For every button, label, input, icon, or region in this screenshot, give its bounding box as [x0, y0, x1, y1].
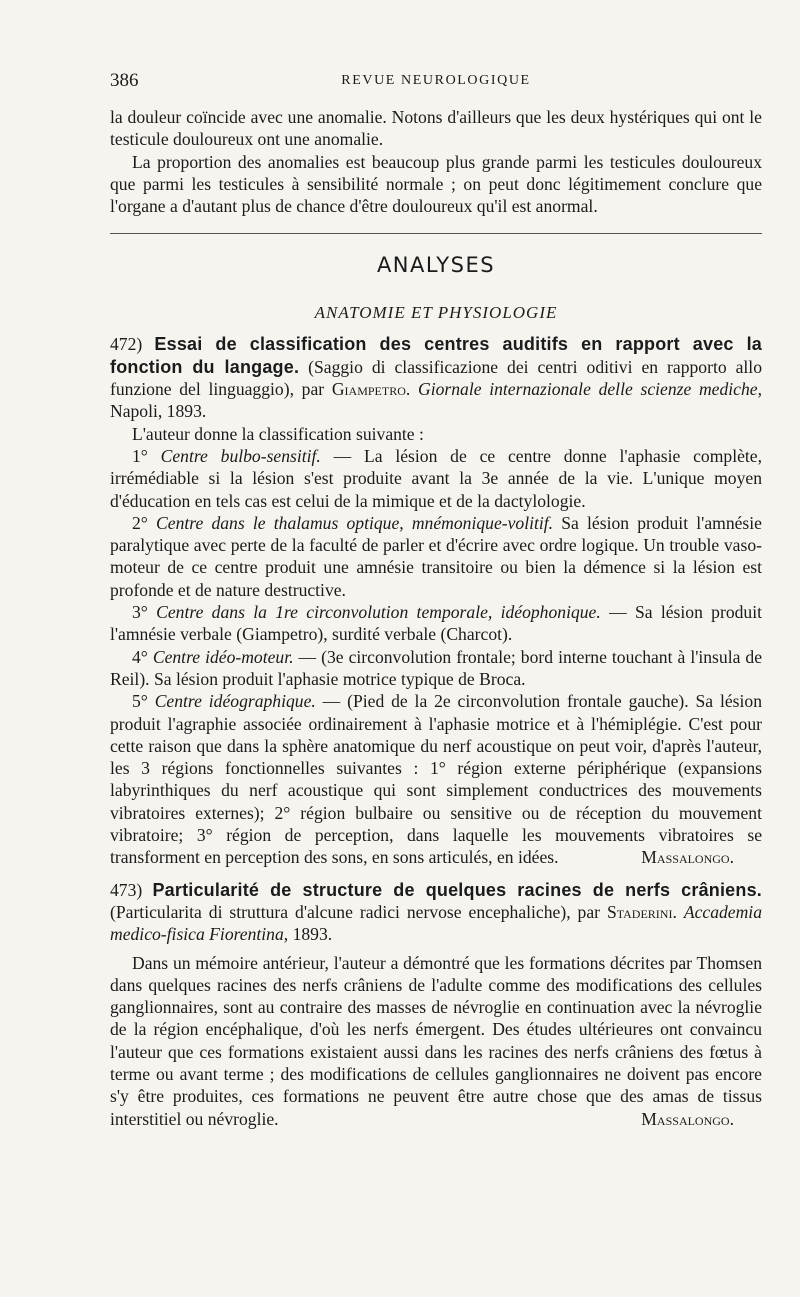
entry-473-number: 473)	[110, 879, 143, 900]
entry-472-ref-mid: .	[405, 379, 418, 400]
entry-472-number: 472)	[110, 334, 143, 355]
entry-472-item-4	[110, 646, 762, 691]
entry-473-text: Dans un mémoire antérieur, l'auteur a démontré que les formations décrites par Thomsen dans quelques racines des nerfs crâniens de l'adulte comme des modifications des cellules ganglionnaires, sont au contraire des masses de névroglie en continuation avec la névroglie de la région encéphalique, d'où les nerfs émergent. Des études ultérieures ont convaincu l'auteur que ces formations existaient aussi dans les racines des nerfs crâniens des fœtus à terme ou avant terme ; des modifications de cellules ganglionnaires ne doivent pas encore s'y être produites, ces formations ne peuvent être autre chose que des amas de tissus interstitiel ou névroglie.	[110, 952, 762, 1129]
entry-473-title: Particularité de structure de quelques racines de nerfs crâniens.	[152, 879, 762, 900]
item-2-name: Centre dans le thalamus optique, mnémonique-volitif.	[156, 512, 554, 533]
page-header	[110, 70, 762, 96]
intro-paragraph-1: la douleur coïncide avec une anomalie. Notons d'ailleurs que les deux hystériques qui ont le testicule douloureux ont une anomalie.	[110, 107, 762, 150]
entry-473-ref-pre: (Particularita di struttura d'alcune radici nervose encephaliche), par	[110, 901, 607, 922]
entry-472-ref-post: , Napoli, 1893.	[110, 379, 762, 422]
item-1-text: — La lésion de ce centre donne l'aphasie complète, irrémédiable si la lésion s'est produite avant la 3e année de la vie. L'unique moyen d'éducation en tels cas est celui de la mimique et de la dactylologie.	[110, 445, 762, 511]
entry-472-lead: L'auteur donne la classification suivante :	[132, 423, 424, 444]
entry-473-signature: Massalongo.	[641, 1108, 734, 1129]
entry-472-ref-pre: (Saggio di classificazione dei centri oditivi en rapporto allo funzione del linguaggio), par	[110, 356, 762, 400]
entry-473-ref-post: , 1893.	[283, 924, 333, 945]
entry-472-item-5	[110, 690, 762, 868]
item-4-name: Centre idéo-moteur.	[152, 646, 294, 667]
item-3-number: 3°	[132, 602, 157, 623]
entry-spacer	[110, 869, 762, 879]
running-title: REVUE NEUROLOGIQUE	[341, 73, 531, 88]
section-title: ANALYSES	[376, 253, 496, 278]
entry-472-heading	[110, 333, 762, 422]
entry-472-item-1	[110, 445, 762, 512]
intro-paragraph-2: La proportion des anomalies est beaucoup plus grande parmi les testicules douloureux que parmi les testicules à sensibilité normale ; on peut donc légitimement conclure que l'organe a d'autant plus de chance d'être douloureux qu'il est anormal.	[110, 151, 762, 217]
page-content	[110, 106, 762, 1130]
entry-473-heading	[110, 879, 762, 946]
section-divider	[110, 233, 762, 234]
item-3-name: Centre dans la 1re circonvolution temporale, idéophonique.	[156, 602, 601, 623]
entry-473-journal: Accademia medico-fisica Fiorentina	[110, 901, 762, 945]
item-1-name: Centre bulbo-sensitif.	[160, 445, 321, 466]
item-3-text: — Sa lésion produit l'amnésie verbale (Giampetro), surdité verbale (Charcot).	[110, 602, 763, 645]
item-2-number: 2°	[132, 512, 157, 533]
entry-472-journal: Giornale internazionale delle scienze mediche	[418, 379, 758, 400]
entry-472-item-2	[110, 512, 762, 601]
entry-473-ref-mid: .	[672, 901, 684, 922]
entry-472-item-3	[110, 601, 762, 646]
entry-472-signature: Massalongo.	[641, 847, 734, 868]
page-number: 386	[110, 70, 139, 91]
item-4-number: 4°	[132, 646, 153, 667]
entry-473-body	[110, 952, 762, 1130]
item-2-text: Sa lésion produit l'amnésie paralytique avec perte de la faculté de parler et d'écrire avec ordre logique. Un trouble vaso-moteur de ce centre produit une amnésie transitoire ou bien la démence si la lésion est profonde et de nature destructive.	[110, 512, 762, 600]
subsection-title: ANATOMIE ET PHYSIOLOGIE	[314, 303, 558, 323]
entry-473-author: Staderini	[606, 901, 673, 922]
entry-472-author: Giampetro	[331, 379, 406, 400]
item-5-number: 5°	[132, 691, 155, 712]
item-1-number: 1°	[132, 445, 161, 466]
item-5-name: Centre idéographique.	[154, 691, 316, 712]
item-4-text: — (3e circonvolution frontale; bord interne touchant à l'insula de Reil). Sa lésion produit l'aphasie motrice typique de Broca.	[110, 646, 763, 689]
item-5-text: — (Pied de la 2e circonvolution frontale gauche). Sa lésion produit l'agraphie associée ordinairement à l'aphasie motrice et à l'hémiplégie. C'est pour cette raison que dans la sphère anatomique du nerf acoustique on peut voir, d'après l'auteur, les 3 régions fonctionnelles suivantes : 1° région externe périphérique (expansions labyrinthiques du nerf acoustique qui sont simplement conductrices des mouvements vibratoires externes); 2° région bulbaire ou sensitive ou de réception du mouvement vibratoire; 3° région de perception, dans laquelle les mouvements vibratoires se transforment en perception des sons, en sons articulés, en idées.	[110, 691, 762, 868]
entry-472-title: Essai de classification des centres auditifs en rapport avec la fonction du langage.	[110, 334, 762, 377]
